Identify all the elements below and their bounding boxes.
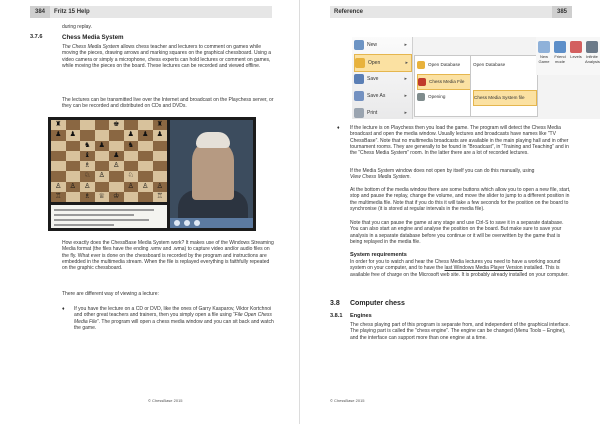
paragraph-open-file (74, 306, 274, 331)
ribbon-toolbar (536, 37, 600, 75)
board-square: ♙ (66, 182, 81, 192)
database-icon (417, 61, 425, 69)
submenu-open-database[interactable] (417, 58, 469, 72)
levels-button[interactable] (569, 41, 583, 59)
board-square (124, 192, 139, 202)
board-square (109, 182, 124, 192)
lecturer-image (192, 140, 234, 200)
notation-panel (51, 205, 167, 228)
section-3-8-title: Computer chess (350, 300, 405, 307)
board-square (153, 141, 168, 151)
board-square (66, 161, 81, 171)
menu-item-open[interactable]: Open ▸ (354, 54, 412, 72)
video-panel (170, 120, 253, 228)
system-requirements-heading: System requirements (350, 252, 407, 258)
media-icon (418, 78, 426, 86)
chessboard (51, 120, 167, 202)
paragraph-requirements (350, 259, 572, 278)
menu-item-new[interactable]: New ▸ (354, 37, 410, 53)
submenu-label-chess-media-file: Chess Media File (429, 79, 465, 84)
board-square (124, 120, 139, 130)
board-square (95, 151, 110, 161)
board-square: ♘ (80, 171, 95, 181)
right-footer: © ChessBase 2015 (330, 398, 365, 403)
board-square (95, 182, 110, 192)
right-page-number: 385 (552, 6, 572, 18)
board-square: ♖ (51, 192, 66, 202)
submenu-opening[interactable] (417, 90, 469, 104)
new-icon (354, 40, 364, 50)
board-square: ♔ (109, 192, 124, 202)
print-icon (354, 108, 364, 118)
board-square (153, 161, 168, 171)
board-square: ♝ (80, 151, 95, 161)
save-as-icon (354, 91, 364, 101)
menu-path-view-media: View Chess Media System (350, 174, 410, 181)
paragraph-manual-open (350, 168, 572, 181)
paragraph-engines: The chess playing part of this program is separate from, and independent of the graphical interface. The playing part is called the "chess engine". The engine can be changed (Menu Tools – Engine), and the interface can support more than one engine at a time. (350, 322, 570, 341)
folder-icon (355, 58, 365, 68)
board-square (66, 120, 81, 130)
p2-part-a: If the Media System window does not open by itself you can do this manually, using (350, 168, 535, 174)
board-square (66, 192, 81, 202)
board-square (80, 120, 95, 130)
board-square: ♞ (80, 141, 95, 151)
infinite-analysis-button[interactable] (585, 41, 599, 64)
left-header-title: Fritz 15 Help (54, 9, 90, 15)
p5-right-part-a: In order for you to watch and hear the Chess Media lectures you need to have a working sound system on your computer, and to have the (350, 259, 561, 272)
board-square (138, 171, 153, 181)
submenu-label-opening: Opening (428, 94, 446, 99)
submenu-chess-media-file[interactable] (417, 74, 471, 90)
levels-label: Levels (570, 54, 582, 59)
infinite-analysis-icon (586, 41, 598, 53)
board-square (95, 120, 110, 130)
open-submenu (414, 55, 472, 117)
board-square (80, 130, 95, 140)
board-square: ♙ (138, 182, 153, 192)
friend-mode-icon (554, 41, 566, 53)
menu-label-new: New (367, 42, 378, 48)
menu-label-open: Open (368, 60, 381, 66)
left-page-header (30, 6, 272, 18)
board-square: ♙ (124, 182, 139, 192)
menu-label-print: Print (367, 110, 378, 116)
pause-icon[interactable] (194, 220, 200, 226)
paragraph-how-it-works: How exactly does the ChessBase Media System work? It makes use of the Windows Streaming Media format (the files have the ending .wmv and .wma) to capture video and/or audio files on the fly. What ever is done on the chessboard is recorded by the program and instructions are embedded in the multimedia stream. When the file is replayed everything is faithfully repeated on the graphic chessboard. (62, 240, 274, 272)
board-square: ♟ (66, 130, 81, 140)
board-square: ♟ (95, 141, 110, 151)
open-submenu-detail (470, 55, 538, 117)
board-square: ♖ (153, 192, 168, 202)
right-header-title: Reference (334, 9, 364, 15)
submenu-label-open-database: Open Database (428, 62, 461, 67)
board-square: ♙ (51, 182, 66, 192)
board-square (66, 141, 81, 151)
detail-open-database[interactable] (473, 58, 535, 72)
board-square (109, 141, 124, 151)
paragraph-1-rest: allows chess teacher and lecturers to comment on games while moving the pieces, drawing arrows and marking squares on the graphical chessboard. Using a video camera or simply a microphone, chess experts can hold lectures or comment on games, while moving the pieces on the board. These lectures can be recorded and viewed offline. (62, 44, 272, 69)
board-square (66, 171, 81, 181)
section-title: Chess Media System (62, 34, 124, 41)
menu-item-save[interactable]: Save ▸ (354, 71, 410, 87)
board-square: ♙ (153, 182, 168, 192)
board-square (109, 130, 124, 140)
board-square (138, 151, 153, 161)
opening-icon (417, 93, 425, 101)
p5-part-b: ”. The program will open a chess media window and you can sit back and watch the game. (74, 318, 274, 331)
board-square: ♟ (51, 130, 66, 140)
paragraph-ways-to-view: There are different way of viewing a lecture: (62, 291, 159, 297)
board-square: ♙ (109, 161, 124, 171)
board-square (51, 141, 66, 151)
section-number: 3.7.6 (30, 34, 43, 40)
board-square (153, 171, 168, 181)
board-square (51, 151, 66, 161)
board-square: ♚ (109, 120, 124, 130)
detail-chess-media-system-file[interactable] (473, 90, 537, 106)
file-menu (352, 37, 413, 119)
stop-icon[interactable] (184, 220, 190, 226)
board-square (51, 161, 66, 171)
board-square: ♟ (124, 130, 139, 140)
levels-icon (570, 41, 582, 53)
section-3-8-number: 3.8 (330, 300, 340, 307)
chess-media-screenshot (48, 117, 256, 231)
board-square (138, 120, 153, 130)
board-square: ♟ (138, 130, 153, 140)
menu-item-save-as[interactable]: Save As ▸ (354, 88, 410, 104)
board-square (51, 171, 66, 181)
p2-part-b: . (409, 174, 411, 181)
right-page-header (330, 6, 572, 18)
board-square: ♟ (153, 130, 168, 140)
bullet-icon: ♦ (62, 306, 65, 312)
engines-heading: Engines (350, 313, 372, 319)
chess-media-system-term: The Chess Media System (62, 44, 120, 50)
paragraph-chess-media-intro (62, 44, 274, 69)
menu-item-print[interactable]: Print ▸ (354, 105, 410, 119)
board-square: ♞ (124, 141, 139, 151)
board-square: ♙ (80, 182, 95, 192)
right-bullet-icon: ♦ (337, 125, 340, 131)
menu-label-save-as: Save As (367, 93, 386, 99)
board-square: ♕ (95, 192, 110, 202)
menu-label-save: Save (367, 76, 379, 82)
board-square (124, 151, 139, 161)
board-square: ♜ (153, 120, 168, 130)
board-square (138, 141, 153, 151)
board-square (124, 161, 139, 171)
intro-text: during replay. (62, 24, 92, 30)
friend-mode-label: Friend mode (554, 54, 566, 64)
board-square: ♗ (80, 161, 95, 171)
paragraph-playchess: If the lecture is on Playchess then you load the game. The program will detect the Chess Media broadcast and open the media window. Usually lectures and broadcasts have names like “TV ChessBase”. Note that no multimedia broadcasts are available in the main playing hall and in other tournament rooms. They are generally to be found in “Broadcast”, in “Training and Teaching” and in the “Chess Media System” room. In the latter there are a lot of recorded lectures. (350, 125, 569, 157)
board-square: ♗ (80, 192, 95, 202)
board-square (95, 161, 110, 171)
paragraph-broadcast: The lectures can be transmitted live over the Internet and broadcast on the Playchess server, or they can be recorded and distributed on CDs and DVDs. (62, 97, 274, 110)
detail-label-open-database: Open Database (473, 62, 506, 67)
left-page-number: 384 (30, 6, 50, 18)
friend-mode-button[interactable] (553, 41, 567, 64)
board-square: ♘ (124, 171, 139, 181)
board-square (153, 151, 168, 161)
new-game-icon (538, 41, 550, 53)
infinite-analysis-label: Infinite Analysis (585, 54, 600, 64)
section-3-8-1-number: 3.8.1 (330, 313, 343, 319)
left-footer: © ChessBase 2015 (148, 398, 183, 403)
board-square (95, 130, 110, 140)
board-square (138, 161, 153, 171)
new-game-button[interactable] (537, 41, 551, 64)
board-square: ♜ (51, 120, 66, 130)
file-menu-screenshot (352, 37, 600, 119)
board-square: ♙ (95, 171, 110, 181)
menu-path-open-media: File Open Chess Media File (74, 312, 272, 325)
board-square: ♟ (109, 151, 124, 161)
save-icon (354, 74, 364, 84)
p5-part-a: If you have the lecture on a CD or DVD, like the ones of Garry Kasparov, Viktor Kortchnoi and other great teachers and trainers, then you simply open a file using “ (74, 306, 272, 319)
detail-label-chess-media-system-file: Chess Media System file (474, 95, 525, 100)
windows-media-player-link[interactable]: last Windows Media Player Version (444, 265, 523, 272)
board-square (138, 192, 153, 202)
paragraph-media-buttons: At the bottom of the media window there are some buttons which allow you to open a new file, start, stop and pause the replay, change the volume, and move the slider to jump to a different position in the multimedia file. Note that if you do this it will take a few seconds for the position on the board to synchronise (it is stored at regular intervals in the media file). (350, 187, 571, 212)
board-square (66, 151, 81, 161)
new-game-label: New Game (538, 54, 550, 64)
video-controls[interactable] (170, 218, 253, 228)
p5-right-part-b: installed. This is available free of charge on the Microsoft web site. It is probably already installed on your computer. (350, 265, 569, 278)
play-icon[interactable] (174, 220, 180, 226)
board-square (109, 171, 124, 181)
paragraph-save-game: Note that you can pause the game at any stage and use Ctrl-S to save it in a separate database. You can also start an engine and analyse the position on the board. But make sure to save your analysis in a separate database before you continue or it will be overwritten by the game that is being replayed in the media file. (350, 220, 564, 245)
